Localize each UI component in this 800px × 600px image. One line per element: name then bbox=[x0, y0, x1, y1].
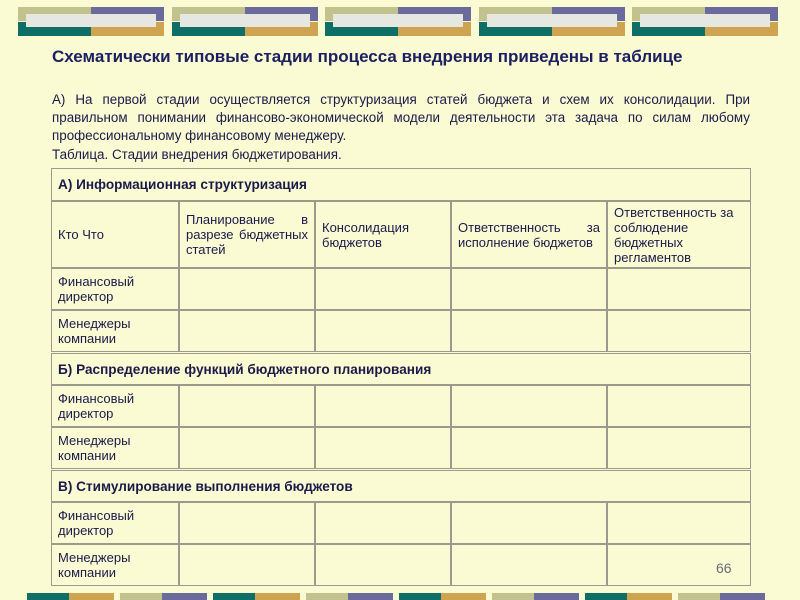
row-label-company-managers: Менеджеры компании bbox=[51, 310, 179, 352]
table-cell bbox=[315, 268, 451, 310]
table-cell bbox=[315, 310, 451, 352]
deco-tile bbox=[18, 7, 164, 36]
table-cell bbox=[607, 268, 751, 310]
deco-tile bbox=[479, 7, 625, 36]
intro-lead: А) bbox=[52, 92, 66, 107]
table-caption: Таблица. Стадии внедрения бюджетирования. bbox=[52, 147, 342, 162]
table-cell bbox=[179, 268, 315, 310]
table-cell bbox=[451, 544, 607, 586]
col-header-who-what: Кто Что bbox=[51, 201, 179, 268]
table-cell bbox=[451, 502, 607, 544]
table-cell bbox=[607, 427, 751, 469]
row-label-financial-director: Финансовый директор bbox=[51, 385, 179, 427]
section-b-title: Б) Распределение функций бюджетного планирования bbox=[51, 353, 751, 385]
table-cell bbox=[179, 310, 315, 352]
deco-tile bbox=[632, 7, 778, 36]
top-decoration bbox=[0, 0, 800, 40]
intro-paragraph bbox=[52, 91, 750, 145]
bottom-decoration bbox=[0, 593, 800, 600]
deco-tile bbox=[325, 7, 471, 36]
table-cell bbox=[451, 427, 607, 469]
table-cell bbox=[315, 544, 451, 586]
row-label-company-managers: Менеджеры компании bbox=[51, 427, 179, 469]
row-label-financial-director: Финансовый директор bbox=[51, 268, 179, 310]
table-cell bbox=[607, 502, 751, 544]
slide-title: Схематически типовые стадии процесса внедрения приведены в таблице bbox=[52, 47, 683, 66]
col-header-execution-responsibility: Ответственность за исполнение бюджетов bbox=[451, 201, 607, 268]
col-header-planning: Планирование в разрезе бюджетных статей bbox=[179, 201, 315, 268]
section-a-title: А) Информационная структуризация bbox=[51, 168, 751, 201]
table-cell bbox=[179, 544, 315, 586]
table-cell bbox=[315, 385, 451, 427]
col-header-consolidation: Консолидация бюджетов bbox=[315, 201, 451, 268]
budgeting-stages-table bbox=[51, 168, 751, 587]
col-header-regulation-responsibility: Ответственность за соблюдение бюджетных регламентов bbox=[607, 201, 751, 268]
table-cell bbox=[315, 502, 451, 544]
section-c-title: В) Стимулирование выполнения бюджетов bbox=[51, 470, 751, 502]
table-cell bbox=[607, 310, 751, 352]
table-cell bbox=[179, 427, 315, 469]
table-cell bbox=[607, 385, 751, 427]
table-cell bbox=[179, 385, 315, 427]
page-number: 66 bbox=[716, 560, 732, 576]
table-cell bbox=[179, 502, 315, 544]
deco-tile bbox=[172, 7, 318, 36]
row-label-company-managers: Менеджеры компании bbox=[51, 544, 179, 586]
table-cell bbox=[315, 427, 451, 469]
table-cell bbox=[451, 310, 607, 352]
table-cell bbox=[451, 268, 607, 310]
intro-text: На первой стадии осуществляется структуризация статей бюджета и схем их консолидации. При правильном понимании финансово-экономической модели деятельности эта задача по силам любому профессиональному финансовому менеджеру. bbox=[52, 92, 750, 143]
table-cell bbox=[451, 385, 607, 427]
row-label-financial-director: Финансовый директор bbox=[51, 502, 179, 544]
